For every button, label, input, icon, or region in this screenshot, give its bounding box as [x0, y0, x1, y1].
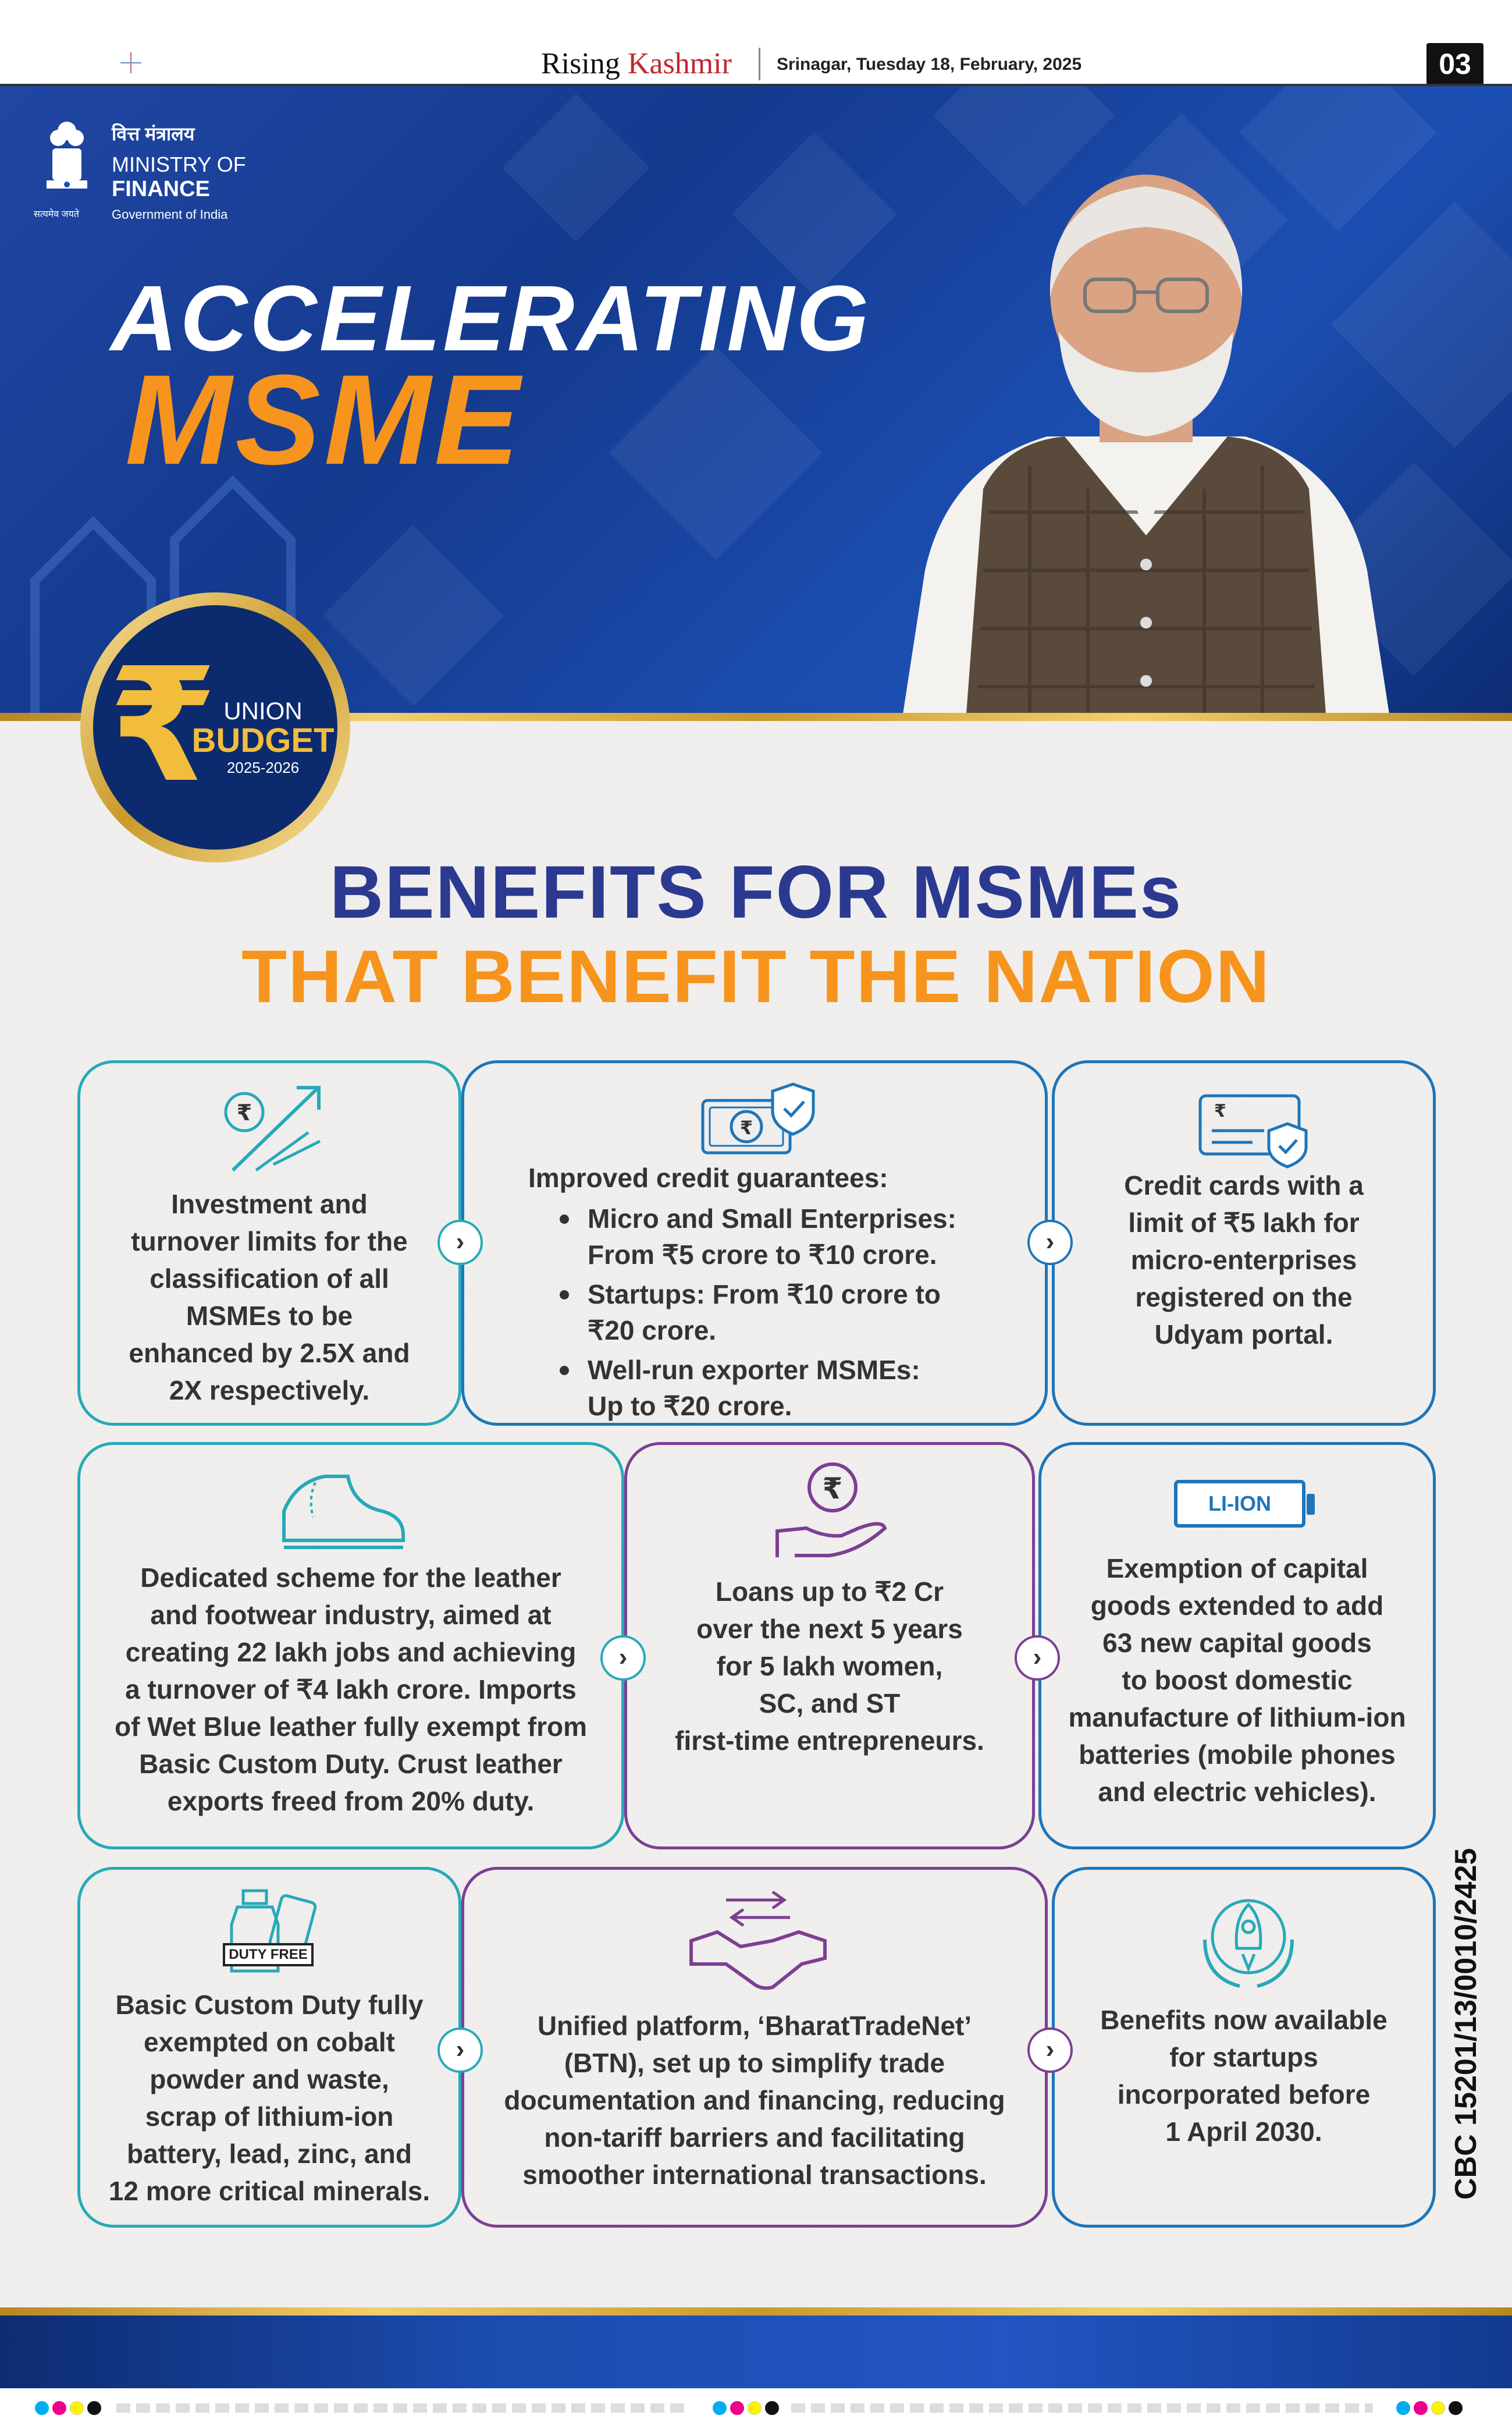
duty-free-label: DUTY FREE: [223, 1943, 314, 1966]
card-text: Investment and turnover limits for the classification of all MSMEs to be enhanced by 2.5X and 2X respectively.: [129, 1189, 410, 1405]
battery-icon: LI-ION: [1174, 1480, 1305, 1528]
credit-card-shield-icon: [1194, 1089, 1311, 1170]
ministry-name-hindi: वित्त मंत्रालय: [112, 123, 195, 144]
badge-line3: 2025-2026: [226, 759, 300, 776]
ministry-name-line1: MINISTRY OF: [112, 152, 246, 176]
portrait-image: [855, 163, 1437, 722]
card-credit-guarantees: [461, 1060, 1048, 1426]
badge-line2: BUDGET: [191, 722, 335, 759]
card-text: Exemption of capital goods extended to add 63 new capital goods to boost domestic manufacture of lithium-ion batteries (mobile phones and electric vehicles).: [1068, 1553, 1406, 1807]
growth-arrows-icon: [215, 1077, 332, 1176]
union-budget-badge: [76, 588, 355, 867]
badge-line1: UNION: [223, 697, 303, 725]
headline-line1: BENEFITS FOR MSMEs: [329, 851, 1183, 934]
svg-text:₹: ₹: [822, 1472, 843, 1505]
handshake-icon: [685, 1883, 831, 1993]
card-startups: [1052, 1867, 1436, 2228]
masthead: [0, 0, 1512, 87]
newspaper-name: Rising Kashmir: [541, 47, 732, 80]
list-item: Well-run exporter MSMEs: Up to ₹20 crore.: [552, 1352, 956, 1424]
card-critical-minerals: [77, 1867, 461, 2228]
card-loans-entrepreneurs: [624, 1442, 1035, 1849]
list-item: Micro and Small Enterprises: From ₹5 crore to ₹10 crore.: [552, 1201, 956, 1273]
next-arrow-icon: ›: [437, 1220, 483, 1265]
next-arrow-icon: ›: [437, 2027, 483, 2073]
print-color-bar: [0, 2388, 1512, 2429]
credit-guarantees-intro: Improved credit guarantees:: [528, 1163, 888, 1193]
svg-text:₹: ₹: [739, 1117, 753, 1139]
card-text: Unified platform, ‘BharatTradeNet’ (BTN), set up to simplify trade documentation and financing, reducing non-tariff barriers and facilitating smoother international transactions.: [504, 2011, 1005, 2190]
dateline: Srinagar, Tuesday 18, February, 2025: [777, 55, 1082, 74]
masthead-separator: [759, 48, 760, 80]
card-credit-cards: [1052, 1060, 1436, 1426]
cbc-code: CBC 15201/13/0010/2425: [1449, 1848, 1483, 2200]
ministry-name-line2: FINANCE: [112, 177, 210, 201]
next-arrow-icon: ›: [600, 1635, 646, 1681]
card-investment-limits: [77, 1060, 461, 1426]
page-number: 03: [1426, 43, 1483, 85]
card-lithium-ion: [1038, 1442, 1436, 1849]
card-text: Dedicated scheme for the leather and footwear industry, aimed at creating 22 lakh jobs and achieving a turnover of ₹4 lakh crore. Imports of Wet Blue leather fully exempt from Basic Custom Duty. Crust leather exports freed from 20% duty.: [115, 1562, 587, 1816]
card-text: Credit cards with a limit of ₹5 lakh for micro-enterprises registered on the Udyam portal.: [1124, 1170, 1364, 1350]
rocket-hands-icon: [1193, 1881, 1304, 1992]
rupee-symbol: ₹: [108, 634, 218, 817]
headline-line2: THAT BENEFIT THE NATION: [241, 935, 1271, 1018]
svg-text:₹: ₹: [236, 1100, 252, 1125]
card-text: Benefits now available for startups incorporated before 1 April 2030.: [1100, 2005, 1388, 2147]
bottom-blue-band: [0, 2316, 1512, 2388]
duty-free-icon: [220, 1884, 325, 1983]
hero-title-line1: ACCELERATING: [111, 266, 871, 370]
money-shield-icon: [697, 1077, 819, 1159]
hero-title-line2: MSME: [125, 348, 523, 491]
ashoka-emblem-icon: [32, 113, 102, 212]
card-text: Basic Custom Duty fully exempted on cobalt powder and waste, scrap of lithium-ion battery, lead, zinc, and 12 more critical minerals.: [108, 1990, 431, 2206]
bottom-gold-band: [0, 2307, 1512, 2316]
emblem-motto: सत्यमेव जयते: [34, 209, 79, 219]
next-arrow-icon: ›: [1027, 1220, 1073, 1265]
list-item: Startups: From ₹10 crore to ₹20 crore.: [552, 1276, 956, 1348]
next-arrow-icon: ›: [1015, 1635, 1060, 1681]
next-arrow-icon: ›: [1027, 2027, 1073, 2073]
card-text: Loans up to ₹2 Cr over the next 5 years for 5 lakh women, SC, and ST first-time entrepreneurs.: [675, 1576, 984, 1756]
shoe-icon: [272, 1459, 412, 1558]
ministry-subtitle: Government of India: [112, 207, 228, 222]
registration-mark-icon: [119, 51, 143, 74]
credit-guarantees-list: [552, 1201, 956, 1427]
card-leather-footwear: [77, 1442, 624, 1849]
rupee-hand-icon: [766, 1455, 894, 1566]
svg-text:₹: ₹: [1214, 1101, 1226, 1121]
card-bharattradenet: [461, 1867, 1048, 2228]
